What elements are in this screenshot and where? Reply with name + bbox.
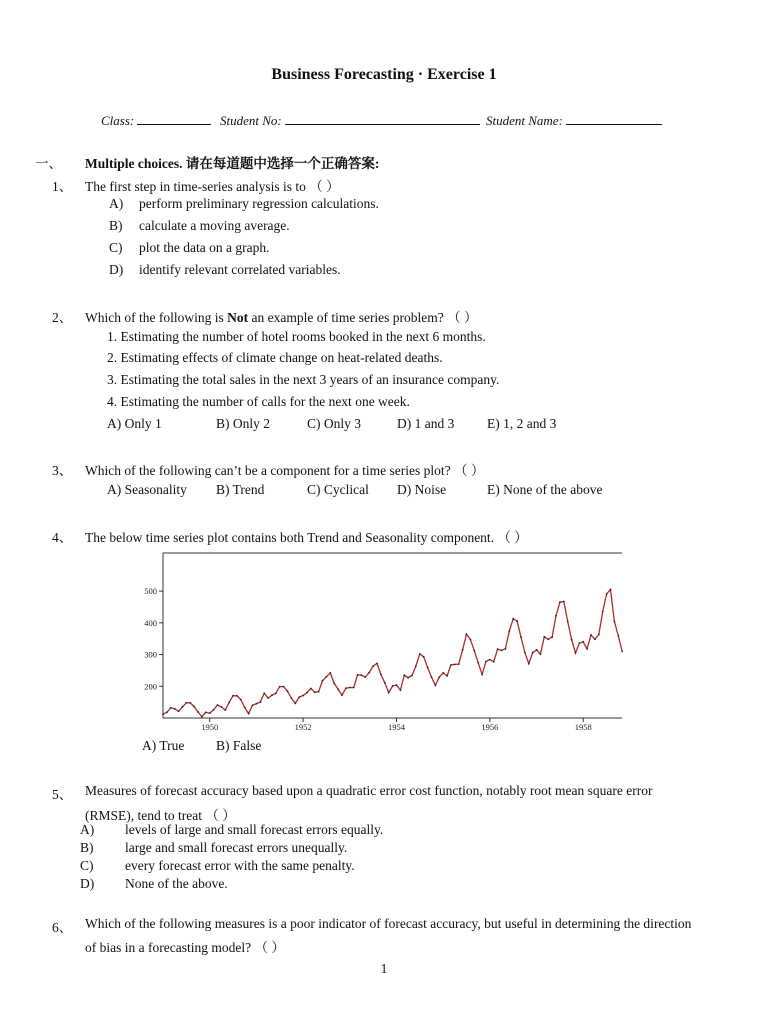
data-point [473, 650, 475, 652]
option: B) Trend [216, 482, 265, 497]
question-text [85, 306, 478, 326]
question-number: 4、 [52, 530, 73, 545]
class-field[interactable] [137, 111, 211, 125]
option: A) Seasonality [107, 482, 187, 497]
data-point [594, 638, 596, 640]
data-point [294, 703, 296, 705]
data-point [185, 702, 187, 704]
data-point [244, 707, 246, 709]
data-point [283, 686, 285, 688]
list-item: 1. Estimating the number of hotel rooms booked in the next 6 months. [107, 329, 486, 344]
option-text: identify relevant correlated variables. [139, 262, 341, 277]
data-point [314, 691, 316, 693]
data-point [610, 589, 612, 591]
data-point [442, 672, 444, 674]
option-text: calculate a moving average. [139, 218, 290, 233]
data-point [438, 676, 440, 678]
question-number: 2、 [52, 310, 73, 325]
x-tick-label: 1952 [294, 722, 312, 732]
data-point [162, 713, 164, 715]
data-point [419, 653, 421, 655]
chart-ticks [144, 586, 591, 732]
data-point [617, 635, 619, 637]
data-point [333, 683, 335, 685]
data-point [388, 692, 390, 694]
data-point [555, 615, 557, 617]
class-label [101, 111, 211, 129]
option: B) False [216, 738, 262, 753]
option: D) 1 and 3 [397, 416, 455, 431]
option: B) Only 2 [216, 416, 270, 431]
data-point [532, 652, 534, 654]
data-point [364, 676, 366, 678]
data-point [240, 699, 242, 701]
data-point [197, 711, 199, 713]
data-point [470, 639, 472, 641]
question-text-emphasis: Not [227, 310, 249, 325]
data-point [403, 674, 405, 676]
option-text: large and small forecast errors unequally. [125, 840, 348, 855]
data-point [477, 662, 479, 664]
question-text: The first step in time-series analysis is to （ ） [85, 179, 340, 194]
data-point [481, 674, 483, 676]
option: D) Noise [397, 482, 447, 497]
data-point [228, 702, 230, 704]
x-tick-label: 1954 [387, 722, 405, 732]
data-point [201, 716, 203, 718]
y-tick-label: 300 [144, 649, 157, 660]
data-point [400, 689, 402, 691]
data-point [306, 692, 308, 694]
chart-frame [163, 553, 622, 718]
data-point [536, 649, 538, 651]
data-point [287, 690, 289, 692]
data-point [376, 663, 378, 665]
data-point [435, 684, 437, 686]
student-no-label-text: Student No: [220, 113, 282, 128]
data-point [345, 687, 347, 689]
data-point [224, 709, 226, 711]
data-point [267, 697, 269, 699]
option-letter: B) [109, 218, 123, 233]
data-point [271, 694, 273, 696]
student-name-field[interactable] [566, 111, 662, 125]
data-point [489, 659, 491, 661]
data-point [326, 676, 328, 678]
option: E) 1, 2 and 3 [487, 416, 557, 431]
options-row [0, 738, 768, 756]
option-letter: A) [80, 822, 95, 837]
document-title: Business Forecasting · Exercise 1 [271, 66, 497, 83]
data-point [213, 709, 215, 711]
data-point [524, 652, 526, 654]
data-point [606, 593, 608, 595]
data-point [571, 639, 573, 641]
student-name-label-text: Student Name: [486, 113, 563, 128]
data-point [508, 630, 510, 632]
class-label-text: Class: [101, 113, 135, 128]
question-text: Which of the following can’t be a component for a time series plot? （ ） [85, 463, 485, 478]
data-point [493, 661, 495, 663]
data-point [501, 650, 503, 652]
option-text: every forecast error with the same penalty. [125, 858, 355, 873]
option-letter: A) [109, 196, 124, 211]
data-point [205, 711, 207, 713]
data-point [621, 651, 623, 653]
data-point [454, 664, 456, 666]
data-point [221, 706, 223, 708]
data-point [551, 636, 553, 638]
data-point [598, 634, 600, 636]
data-point [349, 687, 351, 689]
data-point [567, 621, 569, 623]
section-number: 一、 [35, 156, 62, 171]
data-point [505, 648, 507, 650]
x-tick-label: 1958 [574, 722, 592, 732]
student-no-field[interactable] [285, 111, 480, 125]
data-point [252, 704, 254, 706]
option: A) Only 1 [107, 416, 162, 431]
question-number: 3、 [52, 463, 73, 478]
option-letter: D) [109, 262, 124, 277]
data-point [411, 675, 413, 677]
data-point [396, 684, 398, 686]
data-point [182, 706, 184, 708]
data-point [590, 634, 592, 636]
data-point [193, 706, 195, 708]
data-point [512, 618, 514, 620]
data-point [466, 633, 468, 635]
data-point [322, 680, 324, 682]
data-point [275, 692, 277, 694]
data-point [236, 695, 238, 697]
data-point [372, 665, 374, 667]
data-point [263, 692, 265, 694]
time-series-chart [130, 548, 630, 738]
x-tick-label: 1950 [201, 722, 219, 732]
section-heading-text: Multiple choices. 请在每道题中选择一个正确答案: [85, 156, 380, 171]
option-letter: C) [80, 858, 94, 873]
question-number: 1、 [52, 179, 73, 194]
student-name-label [486, 111, 662, 129]
series-line [163, 590, 622, 717]
data-point [415, 665, 417, 667]
data-point [602, 611, 604, 613]
data-point [380, 674, 382, 676]
data-point [291, 697, 293, 699]
data-point [431, 676, 433, 678]
data-point [462, 649, 464, 651]
data-point [528, 663, 530, 665]
question-text-post: an example of time series problem? （ ） [248, 310, 478, 325]
option: C) Only 3 [307, 416, 361, 431]
question-number: 5、 [52, 787, 73, 802]
option: A) True [142, 738, 185, 753]
question-text-line2: (RMSE), tend to treat （ ） [85, 808, 236, 823]
list-item: 2. Estimating effects of climate change on heat-related deaths. [107, 350, 443, 365]
x-tick-label: 1956 [481, 722, 499, 732]
data-point [357, 674, 359, 676]
data-point [384, 682, 386, 684]
data-point [310, 688, 312, 690]
data-point [232, 695, 234, 697]
data-point [361, 674, 363, 676]
data-point [341, 694, 343, 696]
data-point [353, 687, 355, 689]
data-point [166, 711, 168, 713]
section-heading [85, 152, 379, 172]
y-tick-label: 500 [144, 586, 157, 597]
option-letter: C) [109, 240, 123, 255]
question-text-pre: Which of the following is [85, 310, 228, 325]
data-point [540, 653, 542, 655]
data-point [563, 601, 565, 603]
y-tick-label: 400 [144, 617, 157, 628]
data-point [189, 702, 191, 704]
option-letter: B) [80, 840, 94, 855]
data-point [302, 695, 304, 697]
data-point [392, 685, 394, 687]
question-text: The below time series plot contains both Trend and Seasonality component. （ ） [85, 530, 528, 545]
option: E) None of the above [487, 482, 603, 497]
data-point [614, 621, 616, 623]
data-point [516, 620, 518, 622]
data-point [178, 710, 180, 712]
data-point [217, 704, 219, 706]
data-point [497, 648, 499, 650]
option: C) Cyclical [307, 482, 369, 497]
data-point [298, 696, 300, 698]
option-text: None of the above. [125, 876, 228, 891]
page-number: 1 [380, 961, 388, 976]
question-number: 6、 [52, 920, 73, 935]
data-point [368, 672, 370, 674]
data-point [446, 675, 448, 677]
data-point [329, 672, 331, 674]
data-point [318, 691, 320, 693]
student-no-label [220, 111, 480, 129]
data-point [559, 601, 561, 603]
data-point [259, 701, 261, 703]
data-point [209, 712, 211, 714]
data-point [458, 663, 460, 665]
y-tick-label: 200 [144, 681, 157, 692]
data-point [256, 703, 258, 705]
option-text: perform preliminary regression calculations. [139, 196, 379, 211]
data-point [423, 656, 425, 658]
chart-series [162, 589, 623, 718]
option-text: levels of large and small forecast errors equally. [125, 822, 384, 837]
question-text-line1: Measures of forecast accuracy based upon a quadratic error cost function, notably root mean square error [85, 783, 653, 798]
data-point [407, 677, 409, 679]
options-row [0, 482, 768, 500]
data-point [485, 661, 487, 663]
data-point [174, 708, 176, 710]
data-point [543, 636, 545, 638]
list-item: 3. Estimating the total sales in the next 3 years of an insurance company. [107, 372, 500, 387]
data-point [575, 652, 577, 654]
data-point [427, 667, 429, 669]
data-point [579, 642, 581, 644]
data-point [582, 641, 584, 643]
data-point [547, 638, 549, 640]
option-letter: D) [80, 876, 95, 891]
question-text-line1: Which of the following measures is a poor indicator of forecast accuracy, but useful in determining the direction [85, 916, 692, 931]
data-point [450, 664, 452, 666]
data-point [248, 713, 250, 715]
data-point [279, 686, 281, 688]
options-row [0, 416, 768, 434]
question-text-line2: of bias in a forecasting model? （ ） [85, 940, 285, 955]
data-point [337, 688, 339, 690]
data-point [586, 648, 588, 650]
data-point [170, 707, 172, 709]
list-item: 4. Estimating the number of calls for the next one week. [107, 394, 410, 409]
data-point [520, 636, 522, 638]
option-text: plot the data on a graph. [139, 240, 270, 255]
